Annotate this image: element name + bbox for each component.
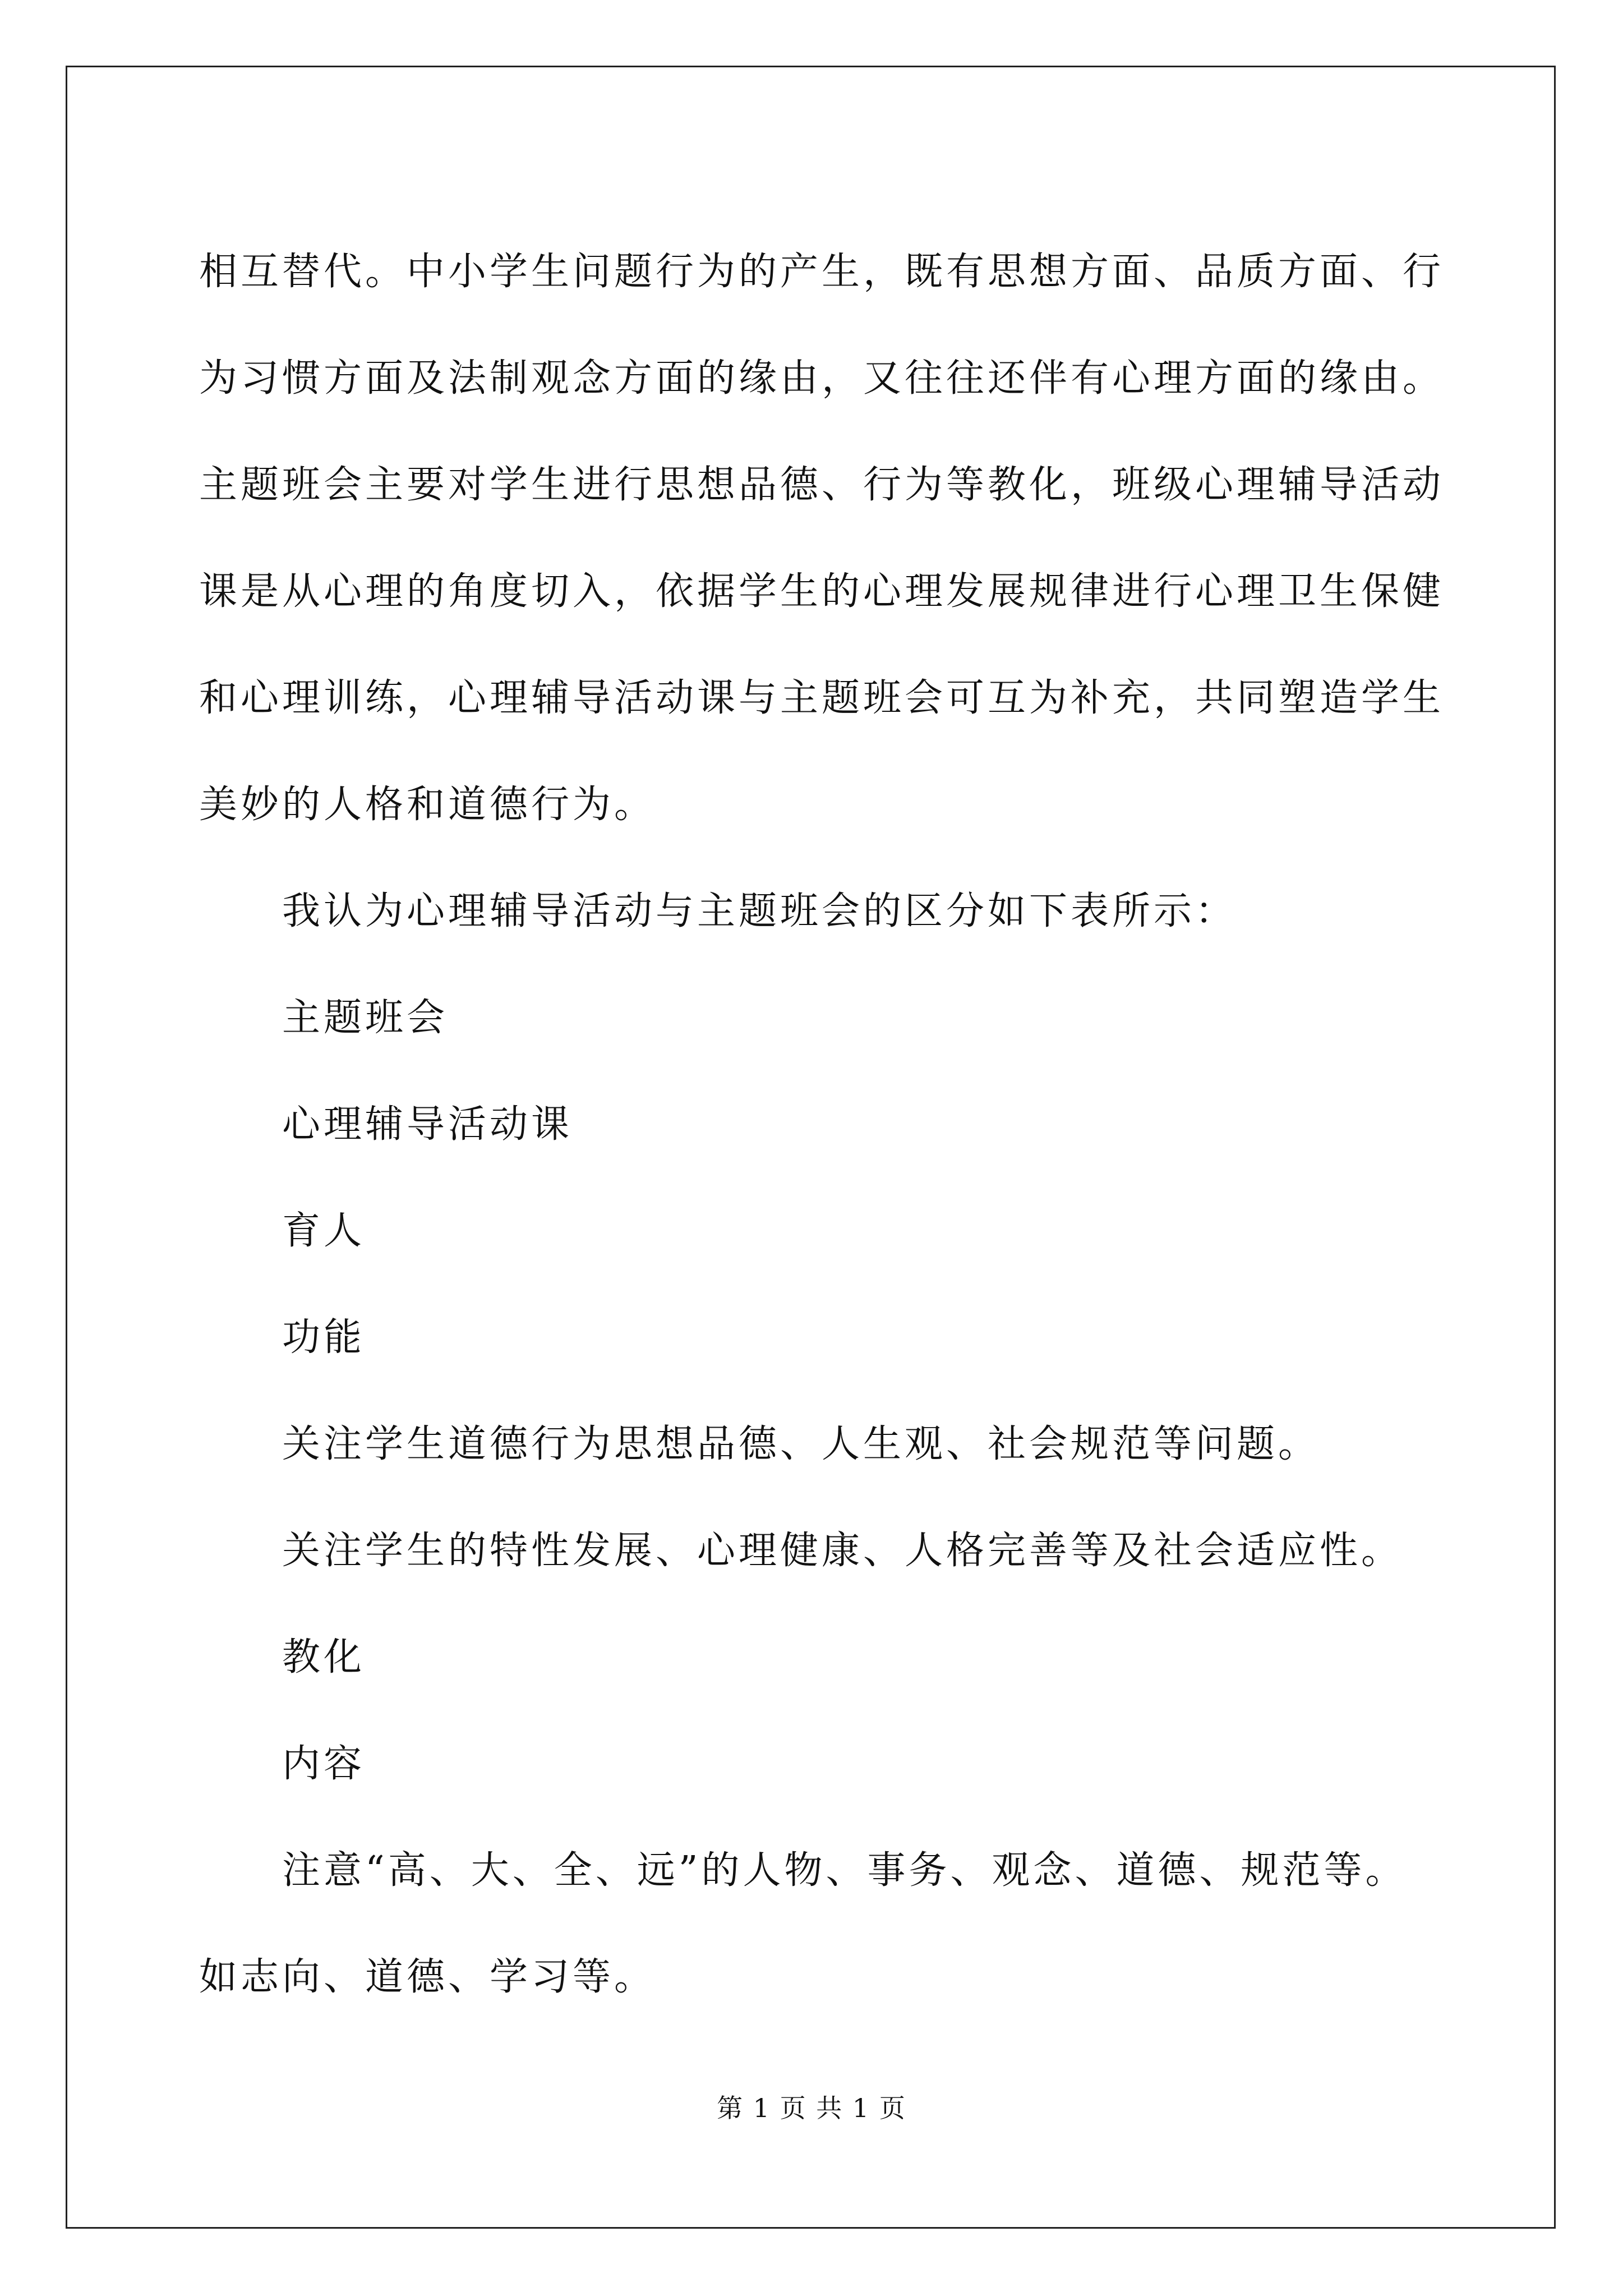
text-line: 美妙的人格和道德行为。 (199, 783, 656, 827)
text-line: 为习惯方面及法制观念方面的缘由，又往往还伴有心理方面的缘由。 (199, 356, 1445, 401)
text-line: 主题班会 (282, 996, 449, 1040)
text-line: 教化 (282, 1635, 366, 1680)
text-line: 和心理训练，心理辅导活动课与主题班会可互为补充，共同塑造学生 (199, 676, 1445, 720)
text-line: 如志向、道德、学习等。 (199, 1955, 656, 1999)
document-body (199, 219, 1445, 2031)
text-line: 相互替代。中小学生问题行为的产生，既有思想方面、品质方面、行 (199, 250, 1445, 294)
text-line: 内容 (282, 1742, 366, 1786)
text-line: 功能 (282, 1315, 366, 1360)
text-line: 课是从心理的角度切入，依据学生的心理发展规律进行心理卫生保健 (199, 569, 1445, 614)
text-line: 心理辅导活动课 (282, 1102, 573, 1147)
text-line: 我认为心理辅导活动与主题班会的区分如下表所示： (282, 889, 1237, 933)
text-line: 主题班会主要对学生进行思想品德、行为等教化，班级心理辅导活动 (199, 463, 1445, 507)
page-footer: 第 1 页 共 1 页 (717, 2093, 906, 2123)
text-line: 关注学生的特性发展、心理健康、人格完善等及社会适应性。 (282, 1529, 1403, 1573)
text-line: 育人 (282, 1209, 366, 1253)
text-line: 关注学生道德行为思想品德、人生观、社会规范等问题。 (282, 1422, 1320, 1466)
text-line: 注意“高、大、全、远”的人物、事务、观念、道德、规范等。 (282, 1848, 1407, 1893)
